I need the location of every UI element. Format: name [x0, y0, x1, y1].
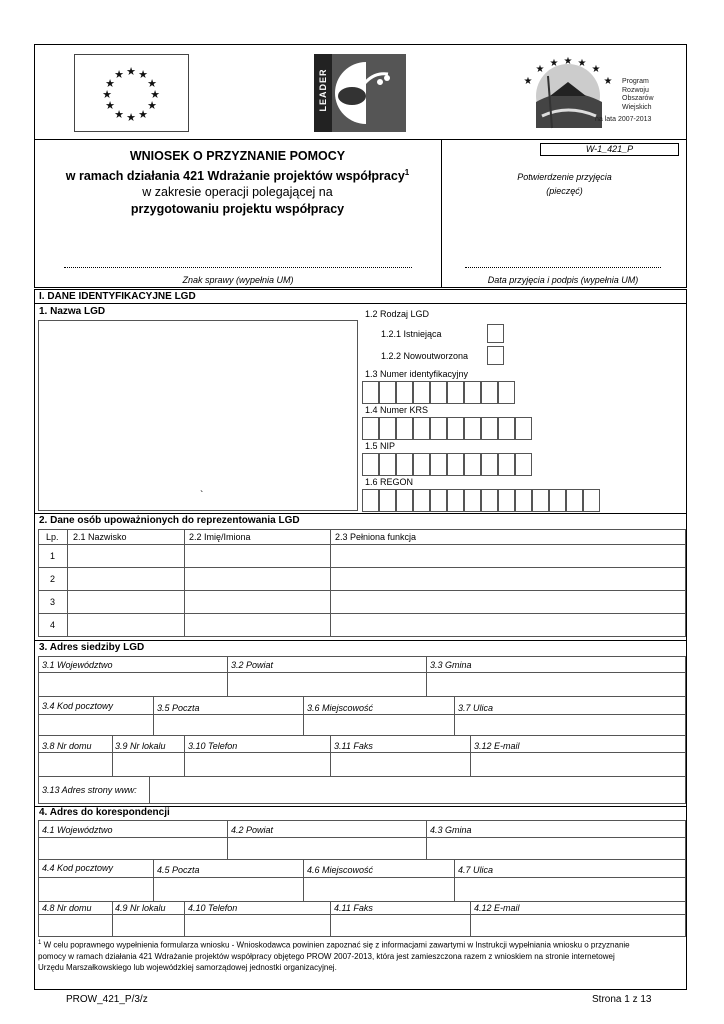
document-code: PROW_421_P/3/z: [66, 994, 148, 1005]
footnote-line2: pomocy w ramach działania 421 Wdrażanie projektów współpracy objętego PROW 2007-2013, która jest zamieszczona razem z wnioskiem na stronie internetowej: [38, 951, 615, 961]
case-number-label: Znak sprawy (wypełnia UM): [182, 275, 294, 285]
table-row: [38, 590, 686, 614]
firstname-cell[interactable]: [184, 567, 331, 591]
row-number: 2: [50, 574, 56, 584]
hq-postcode-input[interactable]: [38, 714, 154, 736]
function-cell[interactable]: [330, 613, 686, 637]
svg-text:★: ★: [150, 89, 160, 101]
confirm-label: Potwierdzenie przyjęcia: [517, 172, 612, 182]
footnote-number: 1: [38, 940, 42, 946]
corr-postcode-input[interactable]: [38, 877, 154, 902]
form-title-line2: w ramach działania 421 Wdrażanie projektów współpracy$^1$: [65, 168, 410, 184]
lgd-id-label: 1.3 Numer identyfikacyjny: [365, 369, 469, 379]
col-lp: Lp.: [46, 532, 59, 542]
surname-cell[interactable]: [67, 544, 185, 568]
hq-voivodeship-input[interactable]: [38, 672, 228, 697]
section3-title: 3. Adres siedziby LGD: [39, 642, 145, 653]
corr-flat-input[interactable]: [112, 914, 185, 937]
hq-street-label: 3.7 Ulica: [458, 703, 494, 713]
lgd-nip-label: 1.5 NIP: [365, 441, 396, 451]
corr-street-input[interactable]: [454, 877, 686, 902]
corr-house-input[interactable]: [38, 914, 113, 937]
svg-text:★: ★: [549, 58, 559, 69]
surname-cell[interactable]: [67, 590, 185, 614]
lgd-name-input[interactable]: [38, 320, 358, 511]
correspondence-address-table: [38, 820, 686, 938]
hq-email-label: 3.12 E-mail: [474, 741, 520, 751]
prow-logo-line3: Obszarów: [622, 95, 654, 102]
representatives-table: [38, 529, 686, 638]
corr-fax-input[interactable]: [330, 914, 471, 937]
form-title-line1: WNIOSEK O PRZYZNANIE POMOCY: [129, 149, 346, 163]
hq-address-table: [38, 656, 686, 805]
prow-logo: [520, 56, 680, 134]
lgd-krs-label: 1.4 Numer KRS: [365, 405, 429, 415]
col-firstname: 2.2 Imię/Imiona: [189, 532, 251, 542]
col-function: 2.3 Pełniona funkcja: [335, 532, 417, 542]
corr-phone-input[interactable]: [184, 914, 331, 937]
svg-text:★: ★: [105, 78, 115, 90]
corr-voivodeship-label: 4.1 Województwo: [42, 825, 113, 835]
corr-city-label: 4.6 Miejscowość: [307, 865, 374, 875]
lgd-name-label: 1. Nazwa LGD: [39, 306, 106, 317]
row-number: 3: [50, 597, 56, 607]
lgd-regon-label: 1.6 REGON: [365, 477, 414, 487]
table-row: [38, 567, 686, 591]
firstname-cell[interactable]: [184, 613, 331, 637]
stray-mark: `: [200, 490, 204, 501]
lgd-type-new-checkbox[interactable]: [487, 346, 504, 365]
hq-post-input[interactable]: [153, 714, 304, 736]
hq-county-label: 3.2 Powiat: [231, 660, 274, 670]
svg-text:★: ★: [126, 66, 136, 78]
footnote-ref: 1: [404, 168, 410, 177]
hq-commune-label: 3.3 Gmina: [430, 660, 472, 670]
corr-commune-label: 4.3 Gmina: [430, 825, 472, 835]
svg-text:★: ★: [603, 76, 613, 87]
corr-city-input[interactable]: [303, 877, 455, 902]
svg-text:★: ★: [126, 112, 136, 124]
corr-street-label: 4.7 Ulica: [458, 865, 494, 875]
col-surname: 2.1 Nazwisko: [73, 532, 127, 542]
corr-postcode-label: 4.4 Kod pocztowy: [42, 863, 114, 873]
svg-text:★: ★: [535, 64, 545, 75]
row-number: 4: [50, 620, 56, 630]
leader-logo-text: LEADER: [318, 68, 328, 112]
corr-fax-label: 4.11 Faks: [334, 903, 373, 913]
hq-email-input[interactable]: [470, 752, 686, 777]
footnote: [38, 938, 686, 973]
hq-phone-input[interactable]: [184, 752, 331, 777]
row-number: 1: [50, 551, 56, 561]
svg-text:★: ★: [138, 109, 148, 121]
corr-county-label: 4.2 Powiat: [231, 825, 274, 835]
svg-text:★: ★: [147, 78, 157, 90]
section1-title: I. DANE IDENTYFIKACYJNE LGD: [39, 291, 196, 302]
leader-logo: [314, 54, 406, 132]
svg-text:★: ★: [523, 76, 533, 87]
table-row: [38, 613, 686, 637]
hq-voivodeship-label: 3.1 Województwo: [42, 660, 113, 670]
prow-logo-line1: Program: [622, 78, 649, 85]
svg-text:★: ★: [563, 56, 573, 67]
hq-city-input[interactable]: [303, 714, 455, 736]
hq-house-input[interactable]: [38, 752, 113, 777]
hq-fax-label: 3.11 Faks: [334, 741, 373, 751]
hq-post-label: 3.5 Poczta: [157, 703, 200, 713]
corr-email-input[interactable]: [470, 914, 686, 937]
section4-title: 4. Adres do korespondencji: [39, 807, 170, 818]
footnote-line1: W celu poprawnego wypełnienia formularza wniosku - Wnioskodawca powinien zapoznać się z informacjami zawartymi w Instrukcji wypełniania wniosku o przyznanie: [43, 940, 630, 950]
lgd-type-existing-checkbox[interactable]: [487, 324, 504, 343]
table-row: [38, 544, 686, 568]
function-cell[interactable]: [330, 544, 686, 568]
date-signature-label: Data przyjęcia i podpis (wypełnia UM): [487, 275, 639, 285]
prow-logo-line5: na lata 2007-2013: [595, 116, 652, 123]
corr-post-input[interactable]: [153, 877, 304, 902]
svg-text:★: ★: [102, 89, 112, 101]
svg-text:★: ★: [577, 58, 587, 69]
svg-text:★: ★: [147, 100, 157, 112]
hq-postcode-label: 3.4 Kod pocztowy: [42, 701, 114, 711]
stamp-label: (pieczęć): [546, 186, 583, 196]
surname-cell[interactable]: [67, 567, 185, 591]
corr-county-input[interactable]: [227, 837, 427, 860]
hq-fax-input[interactable]: [330, 752, 471, 777]
firstname-cell[interactable]: [184, 544, 331, 568]
lgd-type-label: 1.2 Rodzaj LGD: [365, 309, 430, 319]
lgd-type-new-label: 1.2.2 Nowoutworzona: [381, 351, 469, 361]
hq-phone-label: 3.10 Telefon: [188, 741, 238, 751]
lgd-type-existing-label: 1.2.1 Istniejąca: [381, 329, 442, 339]
corr-email-label: 4.12 E-mail: [474, 903, 520, 913]
hq-commune-input[interactable]: [426, 672, 686, 697]
corr-phone-label: 4.10 Telefon: [188, 903, 238, 913]
hq-flat-label: 3.9 Nr lokalu: [115, 741, 166, 751]
svg-text:★: ★: [114, 69, 124, 81]
hq-county-input[interactable]: [227, 672, 427, 697]
footnote-line3: Urzędu Marszałkowskiego lub wojewódzkiej samorządowej jednostki organizacyjnej.: [38, 962, 337, 972]
corr-flat-label: 4.9 Nr lokalu: [115, 903, 166, 913]
hq-city-label: 3.6 Miejscowość: [307, 703, 374, 713]
page-number: Strona 1 z 13: [592, 994, 652, 1005]
section2-title: 2. Dane osób upoważnionych do reprezentowania LGD: [39, 515, 300, 526]
form-code: W-1_421_P: [540, 143, 679, 156]
svg-text:★: ★: [114, 109, 124, 121]
svg-text:★: ★: [138, 69, 148, 81]
firstname-cell[interactable]: [184, 590, 331, 614]
hq-www-label: 3.13 Adres strony www:: [42, 785, 137, 795]
function-cell[interactable]: [330, 567, 686, 591]
corr-house-label: 4.8 Nr domu: [42, 903, 92, 913]
hq-street-input[interactable]: [454, 714, 686, 736]
prow-logo-line2: Rozwoju: [622, 86, 649, 94]
corr-voivodeship-input[interactable]: [38, 837, 228, 860]
svg-text:★: ★: [591, 64, 601, 75]
svg-text:★: ★: [105, 100, 115, 112]
prow-logo-line4: Wiejskich: [622, 103, 652, 111]
hq-flat-input[interactable]: [112, 752, 185, 777]
form-title-line4: przygotowaniu projektu współpracy: [130, 202, 345, 216]
corr-post-label: 4.5 Poczta: [157, 865, 200, 875]
corr-commune-input[interactable]: [426, 837, 686, 860]
eu-flag-logo: [74, 54, 189, 132]
surname-cell[interactable]: [67, 613, 185, 637]
hq-house-label: 3.8 Nr domu: [42, 741, 92, 751]
form-title-line3: w zakresie operacji polegającej na: [142, 185, 333, 199]
function-cell[interactable]: [330, 590, 686, 614]
